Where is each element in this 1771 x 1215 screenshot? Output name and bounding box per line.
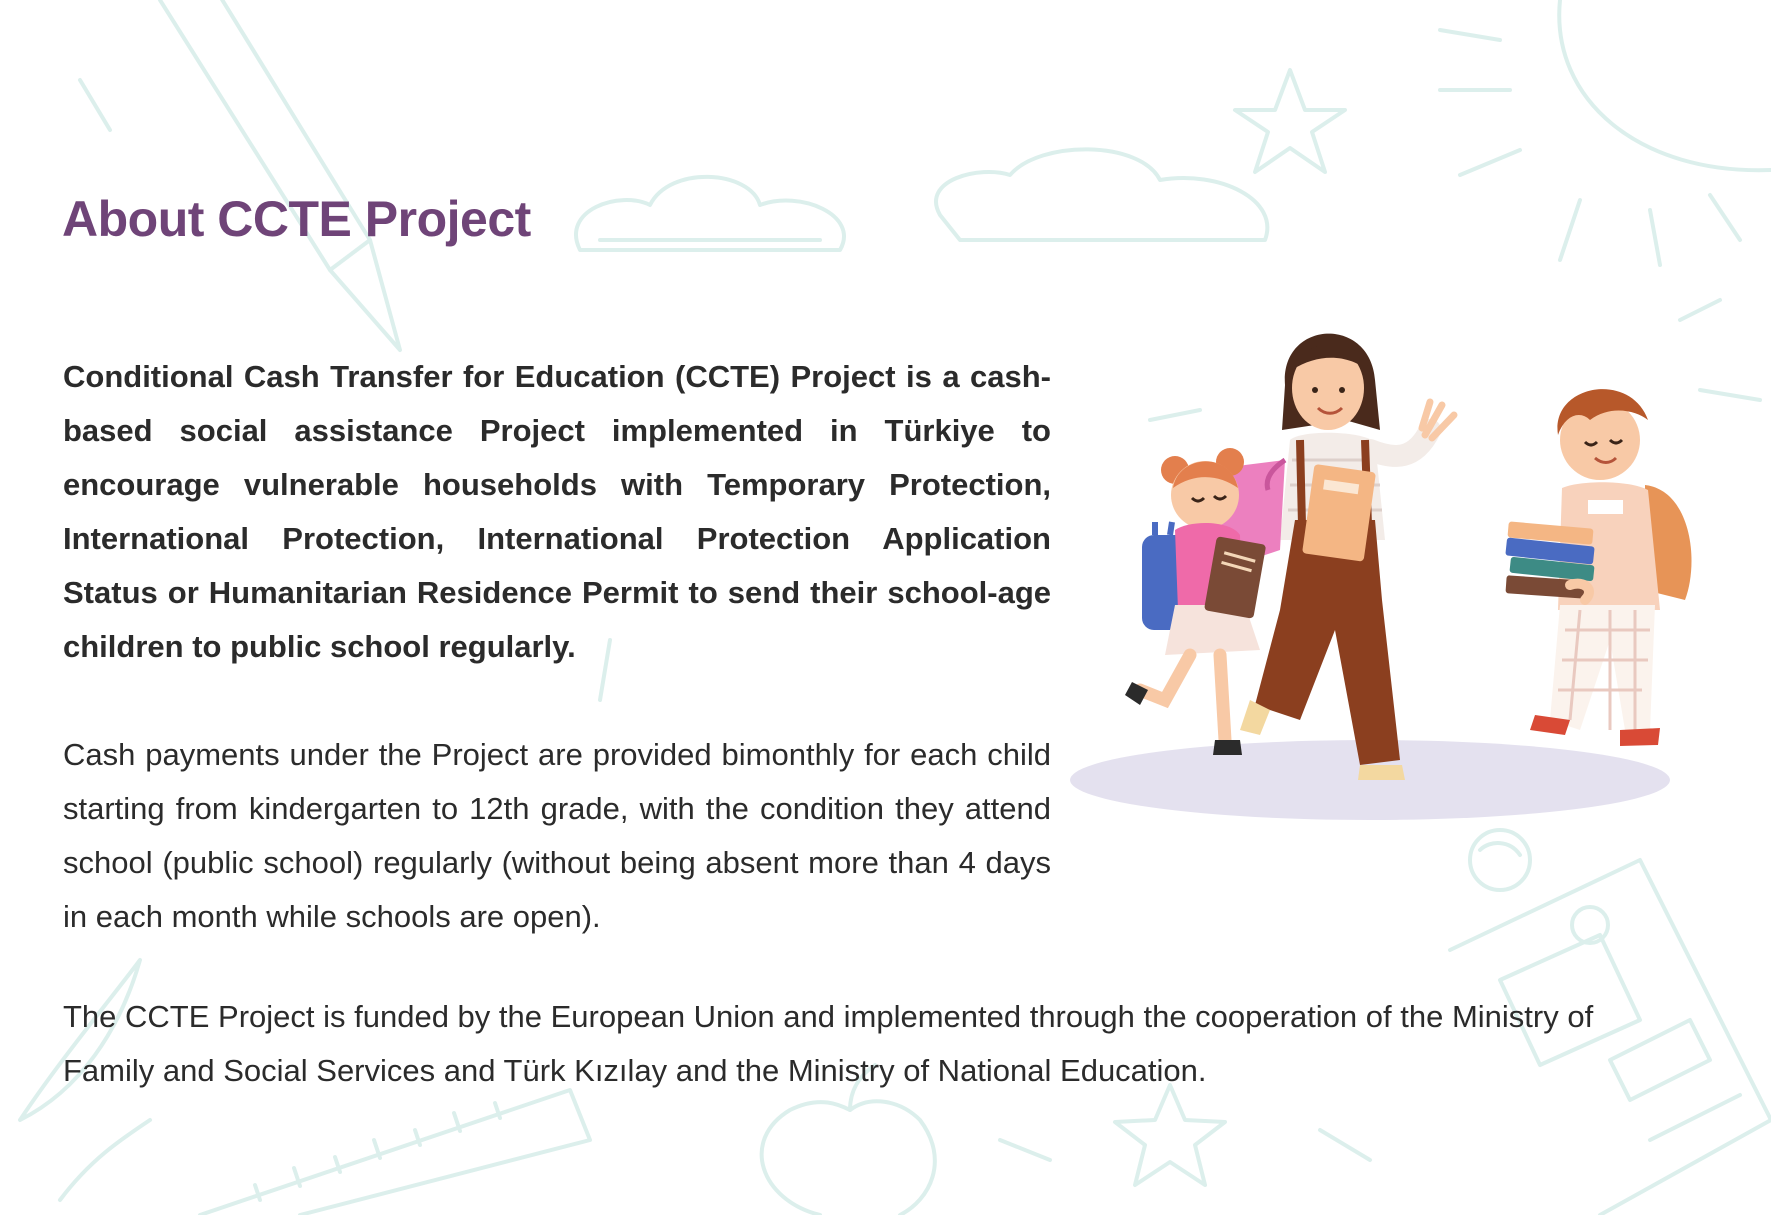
- sun-doodle-icon: [1559, 0, 1771, 170]
- boy-figure: [1505, 389, 1691, 746]
- pencil-doodle-icon: [80, 0, 400, 350]
- star-doodle-icon: [1115, 1085, 1225, 1185]
- star-doodle-icon: [1235, 70, 1345, 172]
- page-title: About CCTE Project: [62, 191, 531, 247]
- funding-paragraph: The CCTE Project is funded by the European Union and implemented through the cooperation of the Ministry of Family and Social Services and Türk Kızılay and the Ministry of National Education.: [63, 999, 1594, 1088]
- payments-paragraph: Cash payments under the Project are provided bimonthly for each child starting from kindergarten to 12th grade, with the condition they attend school (public school) regularly (without being absent more than 4 days in each month while schools are open).: [63, 737, 1051, 934]
- intro-paragraph: Conditional Cash Transfer for Education (CCTE) Project is a cash-based social assistance Project implemented in Türkiye to encourage vulnerable households with Temporary Protection, International Protection, International Protection Application Status or Humanitarian Residence Permit to send their school-age children to public school regularly.: [63, 359, 1051, 664]
- ruler-doodle-icon: [200, 1090, 590, 1215]
- apple-doodle-icon: [762, 1101, 935, 1215]
- children-walking-to-school-illustration: [1070, 310, 1720, 820]
- cloud-doodle-icon: [936, 149, 1267, 240]
